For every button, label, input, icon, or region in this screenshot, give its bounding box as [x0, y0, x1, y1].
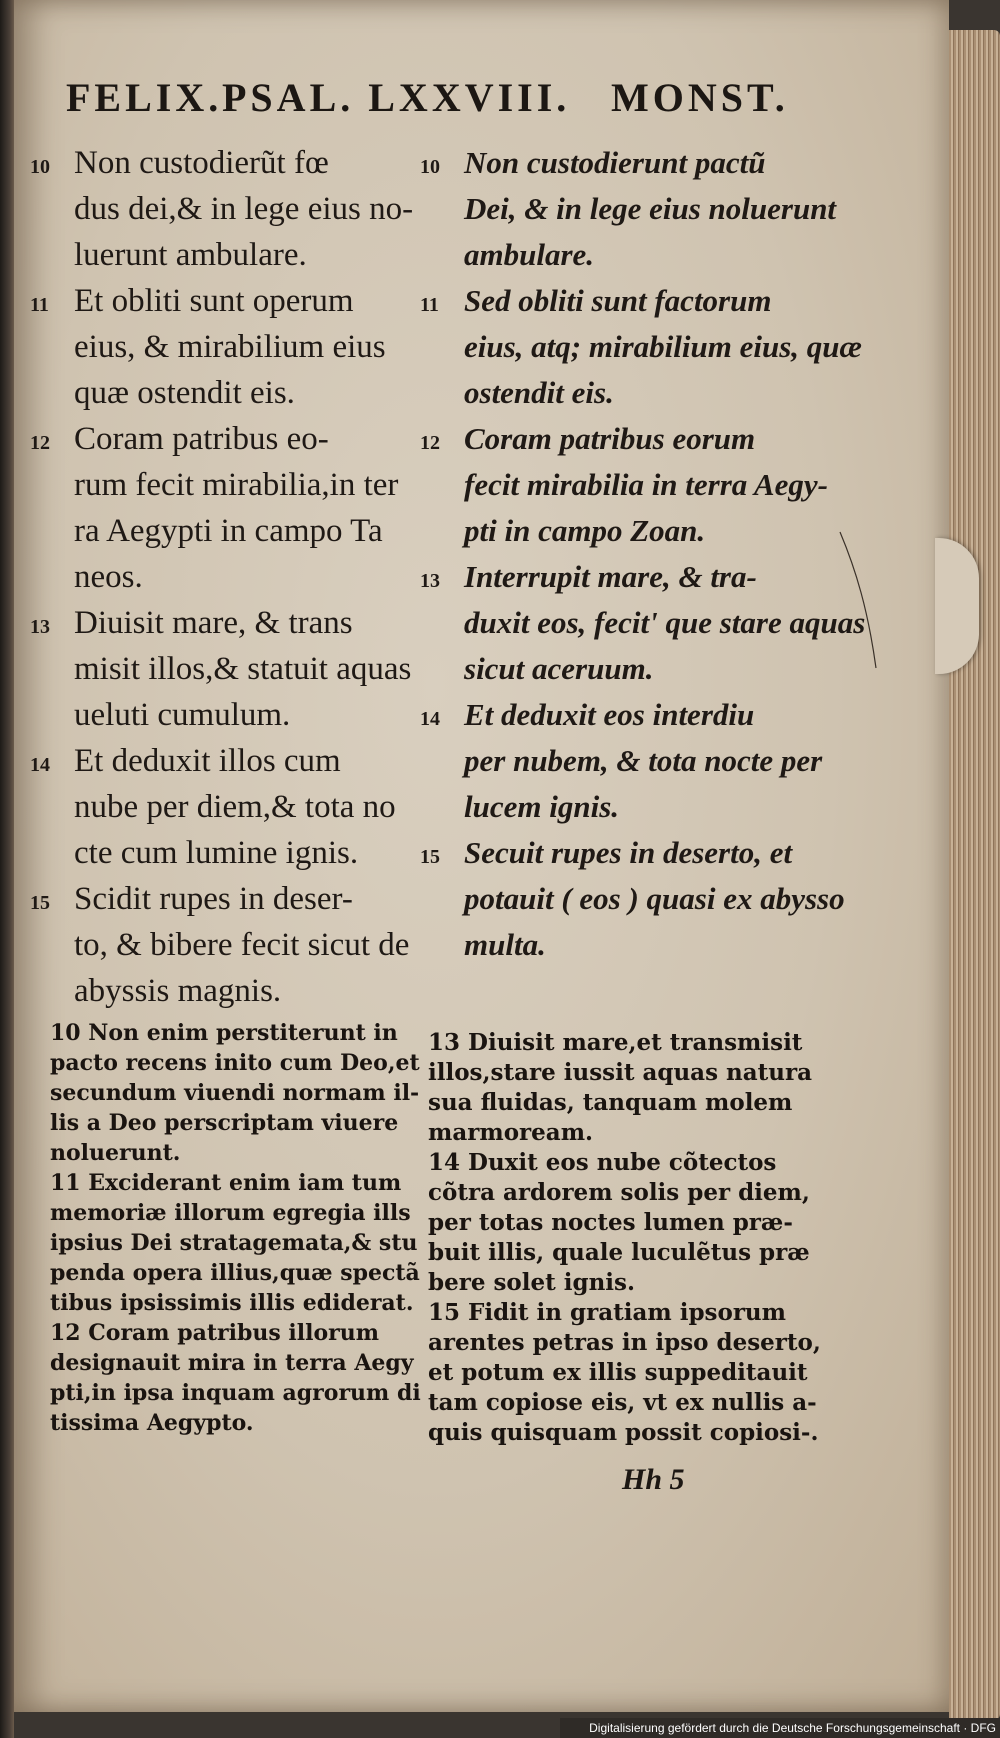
verse-text: quæ ostendit eis. [74, 375, 295, 411]
verse-text: lucem ignis. [464, 789, 620, 824]
verse-text: dus dei,& in lege eius no- [74, 191, 414, 227]
footer-credit: Digitalisierung gefördert durch die Deutsche Forschungsgemeinschaft · DFG [560, 1718, 1000, 1738]
verse-number: 14 [30, 754, 50, 776]
verse-number: 15 [420, 846, 440, 868]
verse-text: nube per diem,& tota no [74, 789, 396, 825]
gloss-line: 12 Coram patribus illorum [50, 1320, 380, 1346]
gloss-line: tibus ipsissimis illis ediderat. [50, 1290, 414, 1316]
pencil-mark [838, 530, 878, 670]
text-line [30, 830, 413, 876]
text-line [30, 600, 413, 646]
gloss-line: memoriæ illorum egregia ills [50, 1200, 411, 1226]
text-line [420, 738, 865, 784]
gloss-line: sua fluidas, tanquam molem [428, 1089, 793, 1116]
gloss-line: lis a Deo perscriptam viuere [50, 1110, 399, 1136]
book-spine [0, 0, 14, 1738]
text-line [420, 324, 865, 370]
verse-number: 11 [30, 294, 49, 316]
gloss-line: 11 Exciderant enim iam tum [50, 1170, 402, 1196]
text-line [420, 922, 865, 968]
text-line [420, 784, 865, 830]
text-line [30, 554, 413, 600]
verse-text: duxit eos, fecit' que stare aquas [464, 605, 866, 640]
gloss-line: per totas noctes lumen præ- [428, 1209, 793, 1236]
verse-text: to, & bibere fecit sicut de [74, 927, 410, 963]
bookmark-tab [935, 538, 979, 674]
verse-number: 13 [420, 570, 440, 592]
gloss-line: penda opera illius,quæ spectã [50, 1260, 420, 1286]
verse-text: per nubem, & tota nocte per [464, 743, 823, 778]
verse-text: Diuisit mare, & trans [74, 605, 353, 641]
verse-number: 11 [420, 294, 439, 316]
gloss-line: 13 Diuisit mare,et transmisit [428, 1029, 803, 1056]
header-right: MONST. [611, 75, 789, 120]
header-center: PSAL. LXXVIII. [222, 75, 571, 120]
text-line [420, 370, 865, 416]
verse-number: 13 [30, 616, 50, 638]
right-column-text [420, 140, 865, 968]
text-line [30, 278, 413, 324]
verse-number: 10 [420, 156, 440, 178]
text-line [420, 508, 865, 554]
gloss-line: arentes petras in ipso deserto, [428, 1329, 821, 1356]
gloss-line: noluerunt. [50, 1140, 181, 1166]
gloss-line: 15 Fidit in gratiam ipsorum [428, 1299, 786, 1326]
text-line [30, 416, 413, 462]
text-line [30, 968, 413, 1014]
verse-text: Non custodierunt pactũ [464, 145, 766, 180]
verse-text: neos. [74, 559, 143, 595]
text-line [420, 646, 865, 692]
verse-text: Interrupit mare, & tra- [464, 559, 757, 594]
gloss-line: tam copiose eis, vt ex nullis a- [428, 1389, 817, 1416]
text-line [30, 922, 413, 968]
verse-text: sicut aceruum. [464, 651, 654, 686]
verse-text: Non custodierũt fœ [74, 145, 329, 181]
gloss-line: cõtra ardorem solis per diem, [428, 1179, 810, 1206]
verse-text: Et deduxit eos interdiu [464, 697, 755, 732]
text-line [420, 462, 865, 508]
text-line [420, 186, 865, 232]
header-left: FELIX. [66, 75, 223, 120]
verse-number: 10 [30, 156, 50, 178]
text-line [30, 646, 413, 692]
text-line [30, 784, 413, 830]
text-line [420, 140, 865, 186]
gloss-line: pacto recens inito cum Deo,et [50, 1050, 420, 1076]
gloss-right [428, 1028, 821, 1448]
gloss-line: et potum ex illis suppeditauit [428, 1359, 808, 1386]
verse-text: Et obliti sunt operum [74, 283, 354, 319]
verse-text: multa. [464, 927, 546, 962]
page-edges [949, 30, 1000, 1720]
text-line [30, 140, 413, 186]
text-line [30, 692, 413, 738]
text-line [30, 508, 413, 554]
gloss-line: designauit mira in terra Aegy [50, 1350, 414, 1376]
gloss-line: illos,stare iussit aquas natura [428, 1059, 813, 1086]
verse-text: rum fecit mirabilia,in ter [74, 467, 399, 503]
verse-text: Scidit rupes in deser- [74, 881, 353, 917]
text-line [30, 324, 413, 370]
text-line [420, 876, 865, 922]
verse-text: luerunt ambulare. [74, 237, 307, 273]
verse-text: ambulare. [464, 237, 595, 272]
gloss-line: secundum viuendi normam il- [50, 1080, 420, 1106]
verse-text: Sed obliti sunt factorum [464, 283, 772, 318]
verse-text: Dei, & in lege eius noluerunt [464, 191, 837, 226]
verse-number: 15 [30, 892, 50, 914]
gloss-left [50, 1018, 421, 1438]
gloss-line: 10 Non enim perstiterunt in [50, 1020, 398, 1046]
text-line [420, 554, 865, 600]
verse-text: misit illos,& statuit aquas [74, 651, 412, 687]
gloss-line: pti,in ipsa inquam agrorum di [50, 1380, 421, 1406]
signature-mark: Hh 5 [622, 1463, 685, 1496]
gloss-line: marmoream. [428, 1119, 594, 1146]
verse-text: abyssis magnis. [74, 973, 282, 1009]
text-line [420, 232, 865, 278]
verse-text: Coram patribus eorum [464, 421, 756, 456]
text-line [420, 416, 865, 462]
text-line [420, 278, 865, 324]
text-line [30, 186, 413, 232]
verse-text: ostendit eis. [464, 375, 614, 410]
verse-text: ueluti cumulum. [74, 697, 291, 733]
gloss-line: quis quisquam possit copiosi-. [428, 1419, 819, 1446]
text-line [30, 370, 413, 416]
verse-number: 14 [420, 708, 440, 730]
text-line [420, 600, 865, 646]
verse-text: Coram patribus eo- [74, 421, 329, 457]
text-line [420, 830, 865, 876]
gloss-line: buit illis, quale luculẽtus præ [428, 1239, 810, 1266]
verse-text: eius, & mirabilium eius [74, 329, 386, 365]
verse-text: pti in campo Zoan. [464, 513, 706, 548]
verse-text: fecit mirabilia in terra Aegy- [464, 467, 828, 502]
verse-text: Secuit rupes in deserto, et [464, 835, 793, 870]
verse-text: eius, atq; mirabilium eius, quæ [464, 329, 862, 364]
text-line [420, 692, 865, 738]
running-header [66, 74, 789, 130]
text-line [30, 876, 413, 922]
text-line [30, 232, 413, 278]
verse-number: 12 [420, 432, 440, 454]
gloss-line: bere solet ignis. [428, 1269, 635, 1296]
gloss-line: tissima Aegypto. [50, 1410, 254, 1436]
text-line [30, 738, 413, 784]
verse-number: 12 [30, 432, 50, 454]
text-line [30, 462, 413, 508]
verse-text: ra Aegypti in campo Ta [74, 513, 383, 549]
verse-text: Et deduxit illos cum [74, 743, 341, 779]
verse-text: potauit ( eos ) quasi ex abysso [464, 881, 845, 916]
gloss-line: ipsius Dei stratagemata,& stu [50, 1230, 418, 1256]
gloss-line: 14 Duxit eos nube cõtectos [428, 1149, 777, 1176]
left-column-text [30, 140, 413, 1014]
verse-text: cte cum lumine ignis. [74, 835, 359, 871]
